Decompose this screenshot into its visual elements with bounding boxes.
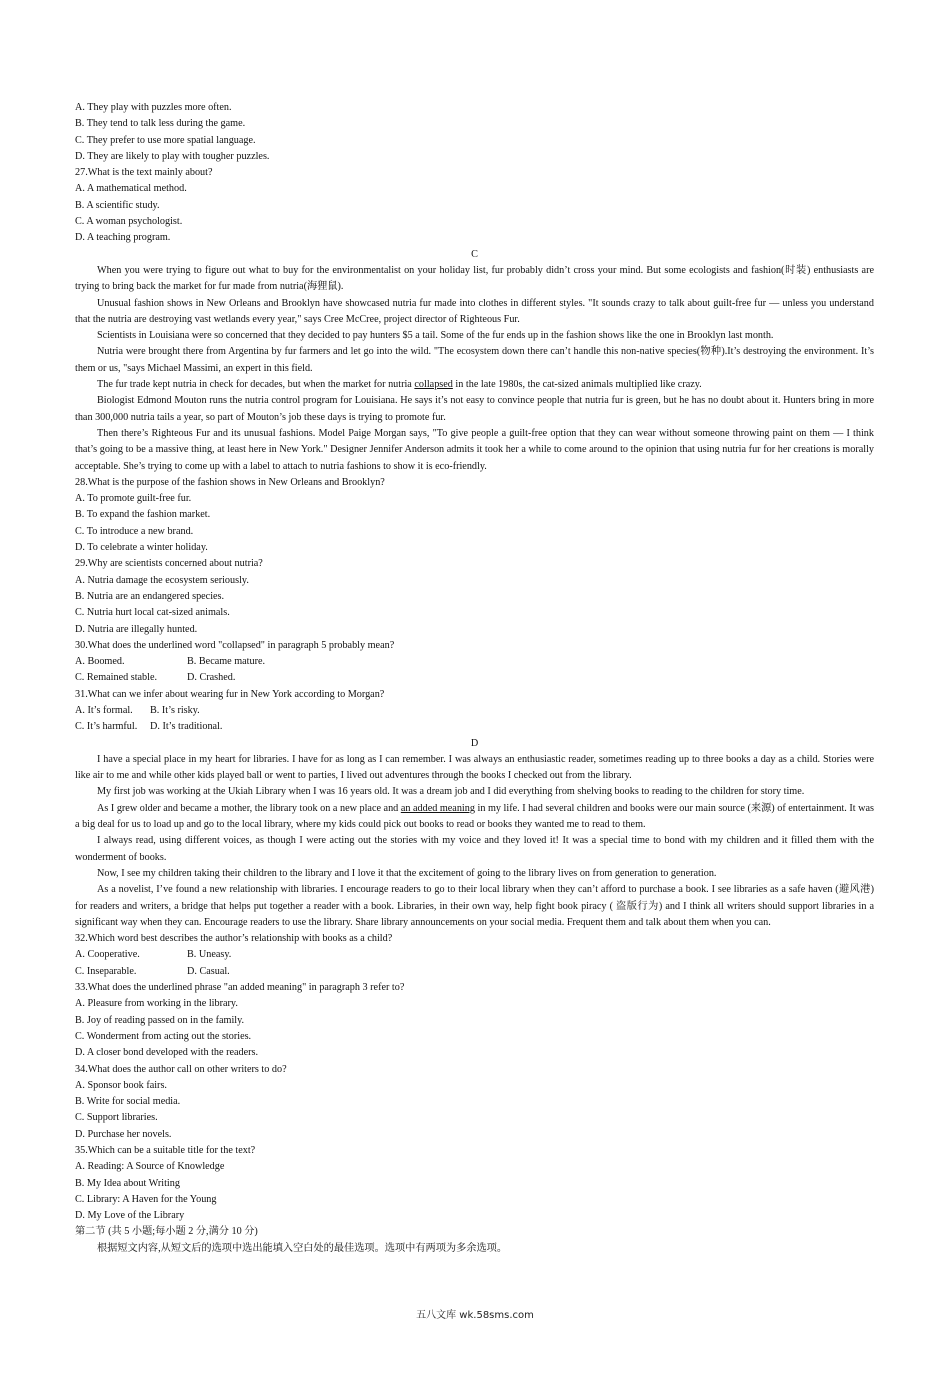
underlined-phrase: an added meaning xyxy=(400,802,475,814)
passage-d-paragraph-1: I have a special place in my heart for libraries. I have for as long as I can remember. I was always an enthusiastic reader, sometimes reading up to three books a day as a child. Stories were like air to me and while other kids played ball or went to parties, I lived out adventures through the books I checked out from the library. xyxy=(75,753,874,782)
passage-c-paragraph-7: Then there’s Righteous Fur and its unusual fashions. Model Paige Morgan says, "To give people a guilt-free option that they can wear without someone throwing paint on them — I think that’s going to be a massive thing, at least here in New York." Designer Jennifer Anderson admits it took her a while to come around to the opinion that using nutria fur for her creations is morally acceptable. She’s trying to come up with a label to attach to nutria fashions to show it is eco-friendly. xyxy=(75,427,874,472)
option-row xyxy=(75,719,874,735)
option-b: B. My Idea about Writing xyxy=(75,1177,180,1189)
option-c: C. It’s harmful. xyxy=(75,721,138,733)
option-a: A. Boomed. xyxy=(75,656,125,668)
option-b: B. A scientific study. xyxy=(75,199,160,211)
option-a: A. It’s formal. xyxy=(75,704,133,716)
option-a: A. Cooperative. xyxy=(75,949,140,961)
option-c: C. Nutria hurt local cat-sized animals. xyxy=(75,607,230,619)
question-32: 32.Which word best describes the author’s relationship with books as a child? xyxy=(75,933,393,945)
question-30: 30.What does the underlined word "collapsed" in paragraph 5 probably mean? xyxy=(75,639,395,651)
question-33: 33.What does the underlined phrase "an added meaning" in paragraph 3 refer to? xyxy=(75,982,405,994)
option-d: D. They are likely to play with tougher puzzles. xyxy=(75,150,270,162)
passage-d-paragraph-4: I always read, using different voices, as though I were acting out the stories with my voice and they loved it! It was a special time to bond with my children and it filled them with the wonderment of books. xyxy=(75,835,874,863)
option-c: C. Library: A Haven for the Young xyxy=(75,1193,217,1205)
option-d: D. Crashed. xyxy=(187,672,236,684)
option-d: D. It’s traditional. xyxy=(150,721,223,733)
question-29: 29.Why are scientists concerned about nutria? xyxy=(75,558,263,570)
page-footer: 五八文库 wk.58sms.com xyxy=(416,1310,534,1321)
option-b: B. Joy of reading passed on in the family. xyxy=(75,1014,245,1026)
option-a: A. To promote guilt-free fur. xyxy=(75,493,192,505)
option-c: C. Remained stable. xyxy=(75,672,158,684)
option-row xyxy=(75,654,874,670)
option-d: D. Casual. xyxy=(187,965,230,977)
document-page xyxy=(75,100,874,1257)
passage-c-paragraph-5: The fur trade kept nutria in check for decades, but when the market for nutria collapsed in the late 1980s, the cat-sized animals multiplied like crazy. xyxy=(97,379,702,391)
option-row xyxy=(75,947,874,963)
passage-c-paragraph-6: Biologist Edmond Mouton runs the nutria control program for Louisiana. He says it’s not easy to convince people that nutria fur is green, but he has no doubt about it. Hunters bring in more than 300,000 nutria tails a year, so part of Mouton’s job these days is trying to promote fur. xyxy=(75,395,874,423)
option-d: D. A teaching program. xyxy=(75,232,171,244)
option-d: D. Purchase her novels. xyxy=(75,1128,172,1140)
passage-c-paragraph-3: Scientists in Louisiana were so concerned that they decided to pay hunters $5 a tail. Some of the fur ends up in the fashion shows like the one in Brooklyn last month. xyxy=(97,330,774,342)
option-a: A. Nutria damage the ecosystem seriously. xyxy=(75,574,249,586)
passage-d-paragraph-3: As I grew older and became a mother, the library took on a new place and an added meaning in my life. I had several children and books were our main source (来源) of entertainment. It was a big deal for us to load up and go to the local library, where my kids could pick out books to read or books they wanted me to read to them. xyxy=(75,802,874,831)
option-a: A. Pleasure from working in the library. xyxy=(75,998,238,1010)
option-a: A. A mathematical method. xyxy=(75,183,187,195)
underlined-word: collapsed xyxy=(414,379,453,391)
option-row xyxy=(75,670,874,686)
passage-d-heading: D xyxy=(470,737,479,749)
option-d: D. Nutria are illegally hunted. xyxy=(75,623,198,635)
option-d: D. My Love of the Library xyxy=(75,1210,185,1222)
option-d: D. To celebrate a winter holiday. xyxy=(75,542,208,554)
passage-d-paragraph-5: Now, I see my children taking their children to the library and I love it that the excitement of going to the library lives on from generation to generation. xyxy=(97,867,717,879)
option-a: A. They play with puzzles more often. xyxy=(75,102,232,113)
option-c: C. A woman psychologist. xyxy=(75,216,183,228)
option-c: C. Inseparable. xyxy=(75,965,137,977)
question-31: 31.What can we infer about wearing fur in New York according to Morgan? xyxy=(75,688,385,700)
option-b: B. Uneasy. xyxy=(187,949,232,961)
passage-c-heading: C xyxy=(471,248,478,260)
option-row xyxy=(75,703,874,719)
option-b: B. They tend to talk less during the game. xyxy=(75,118,246,130)
question-27: 27.What is the text mainly about? xyxy=(75,167,213,179)
option-b: B. Write for social media. xyxy=(75,1096,181,1108)
passage-c-paragraph-1: When you were trying to figure out what to buy for the environmentalist on your holiday list, fur probably didn’t cross your mind. But some ecologists and fashion(时装) enthusiasts are trying to bring back the market for fur made from nutria(海狸鼠). xyxy=(75,264,874,293)
passage-d-paragraph-6: As a novelist, I’ve found a new relationship with libraries. I encourage readers to go to their local library when they can’t afford to purchase a book. I see libraries as a safe haven (避风港) for readers and writers, a bridge that helps put together a reader with a book. Libraries, in their own way, help fight book piracy ( 盗版行为) and I think all writers should support libraries in a significant way when they can. Encourage readers to use the library. Share library announcements on your social media. Frequent them and talk about them when you can. xyxy=(75,884,874,928)
option-b: B. Became mature. xyxy=(187,656,266,668)
option-row xyxy=(75,964,874,980)
option-c: C. Support libraries. xyxy=(75,1112,158,1124)
option-c: C. To introduce a new brand. xyxy=(75,525,194,537)
option-a: A. Reading: A Source of Knowledge xyxy=(75,1161,225,1173)
option-b: B. Nutria are an endangered species. xyxy=(75,590,225,602)
passage-c-paragraph-2: Unusual fashion shows in New Orleans and Brooklyn have showcased nutria fur made into clothes in different styles. "It sounds crazy to talk about guilt-free fur — unless you understand that the nutria are destroying vast wetlands every year," says Cree McCree, project director of Righteous Fur. xyxy=(75,297,874,325)
option-b: B. It’s risky. xyxy=(150,704,200,716)
option-a: A. Sponsor book fairs. xyxy=(75,1079,167,1091)
option-c: C. Wonderment from acting out the stories. xyxy=(75,1030,252,1042)
option-b: B. To expand the fashion market. xyxy=(75,509,211,521)
passage-c-paragraph-4: Nutria were brought there from Argentina by fur farmers and let go into the wild. "The ecosystem down there can’t handle this non-native species(物种).It’s destroying the environment. It’s them or us, "says Michael Massimi, an expert in this field. xyxy=(75,346,874,374)
question-28: 28.What is the purpose of the fashion shows in New Orleans and Brooklyn? xyxy=(75,476,385,488)
option-d: D. A closer bond developed with the readers. xyxy=(75,1047,259,1059)
section-2-instruction: 根据短文内容,从短文后的选项中选出能填入空白处的最佳选项。选项中有两项为多余选项。 xyxy=(97,1242,508,1254)
question-34: 34.What does the author call on other writers to do? xyxy=(75,1063,287,1075)
section-2-title: 第二节 (共 5 小题;每小题 2 分,满分 10 分) xyxy=(75,1226,258,1238)
passage-d-paragraph-2: My first job was working at the Ukiah Library when I was 16 years old. It was a dream job and I did everything from shelving books to reading to the children for story time. xyxy=(97,786,805,798)
question-35: 35.Which can be a suitable title for the text? xyxy=(75,1145,256,1156)
option-c: C. They prefer to use more spatial language. xyxy=(75,134,256,146)
